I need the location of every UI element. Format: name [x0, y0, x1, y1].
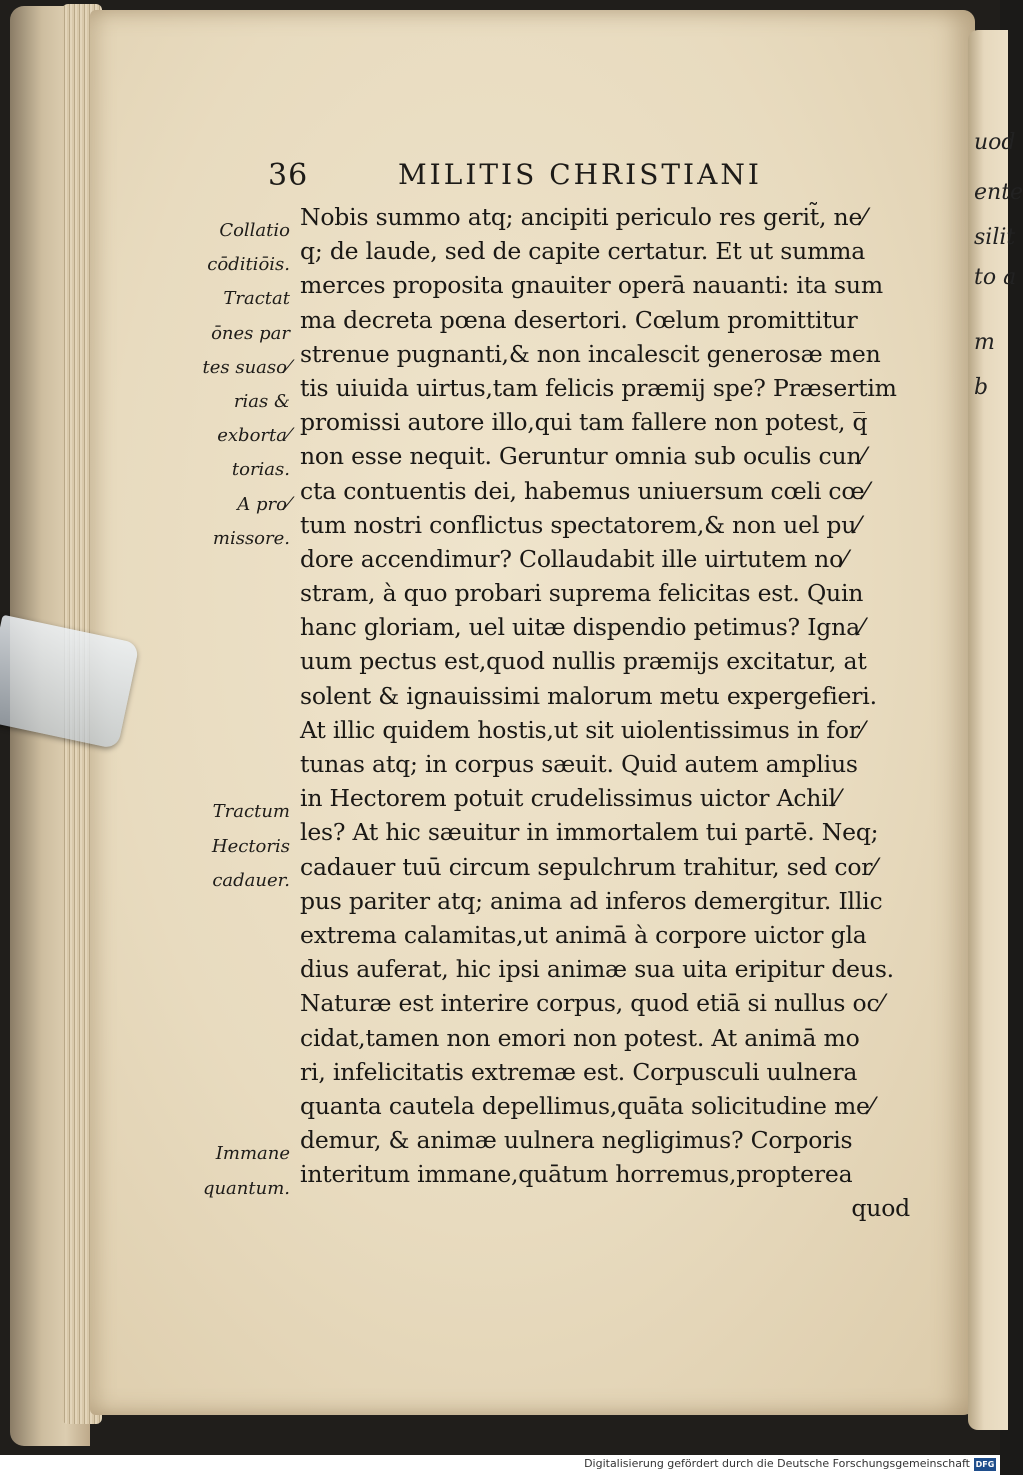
margin-note: cōditiōis.	[207, 254, 290, 276]
margin-note: quantum.	[202, 1177, 290, 1199]
text-line: tunas atq; in corpus sæuit. Quid autem amplius	[300, 750, 858, 778]
text-line: ri, infelicitatis extremæ est. Corpusculi uulnera	[300, 1057, 858, 1086]
margin-note: exborta⁄	[217, 425, 290, 447]
text-line: strenue pugnanti,& non incalescit generosæ men	[300, 339, 881, 368]
text-line: ma decreta pœna desertori. Cœlum promittitur	[300, 305, 858, 334]
text-line: Nobis summo atq; ancipiti periculo res gerit̃, ne⁄	[300, 203, 866, 231]
text-line: At illic quidem hostis,ut sit uiolentissimus in for⁄	[300, 715, 864, 744]
text-line: non esse nequit. Geruntur omnia sub oculis cun⁄	[300, 442, 866, 471]
margin-note: A pro⁄	[237, 493, 290, 515]
facing-page-fragment: ente	[974, 180, 1023, 205]
text-line: in Hectorem potuit crudelissimus uictor Achil⁄	[300, 784, 840, 813]
margin-note: Tractat	[223, 288, 290, 310]
text-line: solent & ignauissimi malorum metu expergefieri.	[300, 681, 877, 710]
text-line: q; de laude, sed de capite certatur. Et ut summa	[300, 237, 866, 266]
text-line: les? At hic sæuitur in immortalem tui partē. Neq;	[300, 818, 879, 847]
facing-page-fragment: uod	[974, 130, 1016, 155]
facing-page-fragment: silit	[974, 225, 1016, 250]
text-line: quanta cautela depellimus,quāta solicitudine me⁄	[300, 1091, 874, 1120]
text-line: dore accendimur? Collaudabit ille uirtutem no⁄	[300, 544, 847, 573]
text-line: merces proposita gnauiter operā nauanti: ita sum	[300, 271, 883, 300]
facing-page-fragment: m	[974, 330, 995, 355]
text-line: stram, à quo probari suprema felicitas est. Quin	[300, 579, 864, 608]
text-line: cta contuentis dei, habemus uniuersum cœli cœ⁄	[300, 476, 869, 505]
text-line: tis uiuida uirtus,tam felicis præmij spe? Præsertim	[300, 373, 897, 402]
facing-page-fragment: b	[974, 375, 989, 400]
text-line: tum nostri conflictus spectatorem,& non uel pu⁄	[300, 510, 860, 539]
text-line: dius auferat, hic ipsi animæ sua uita eripitur deus.	[300, 955, 894, 984]
margin-note: missore.	[212, 527, 290, 549]
text-line: extrema calamitas,ut animā à corpore uictor gla	[300, 920, 867, 949]
facing-page	[968, 30, 1023, 1430]
text-line: promissi autore illo,qui tam fallere non potest, q̅	[300, 408, 868, 437]
margin-note: tes suaso⁄	[202, 356, 290, 378]
facing-page-fragment: to a	[974, 265, 1017, 290]
dfg-logo: DFG	[975, 1460, 995, 1469]
text-line: uum pectus est,quod nullis præmijs excitatur, at	[300, 647, 867, 676]
footer-credit: Digitalisierung gefördert durch die Deutsche Forschungsgemeinschaft	[584, 1457, 970, 1470]
margin-note: torias.	[231, 459, 290, 481]
running-head: MILITIS CHRISTIANI	[398, 158, 762, 191]
text-line: interitum immane,quātum horremus,propterea	[300, 1160, 853, 1189]
page-number: 36	[268, 158, 309, 193]
margin-note: Collatio	[219, 220, 290, 241]
margin-note: Immane	[215, 1143, 290, 1165]
body-text	[300, 200, 910, 1226]
text-line: hanc gloriam, uel uitæ dispendio petimus? Igna⁄	[300, 613, 864, 642]
text-line: Naturæ est interire corpus, quod etiā si nullus oc⁄	[300, 989, 884, 1018]
footer-bar	[0, 1455, 1000, 1475]
margin-note: rias &	[233, 391, 290, 412]
catchword: quod	[851, 1194, 910, 1223]
text-line: cadauer tuū circum sepulchrum trahitur, sed cor⁄	[300, 852, 877, 881]
margin-note: ōnes par	[211, 322, 290, 344]
margin-note: Hectoris	[211, 835, 290, 857]
margin-note: Tractum	[212, 801, 290, 823]
text-line: cidat,tamen non emori non potest. At animā mo	[300, 1023, 860, 1052]
text-line: demur, & animæ uulnera negligimus? Corporis	[300, 1126, 853, 1155]
margin-note: cadauer.	[212, 869, 290, 891]
text-line: pus pariter atq; anima ad inferos demergitur. Illic	[300, 886, 883, 915]
